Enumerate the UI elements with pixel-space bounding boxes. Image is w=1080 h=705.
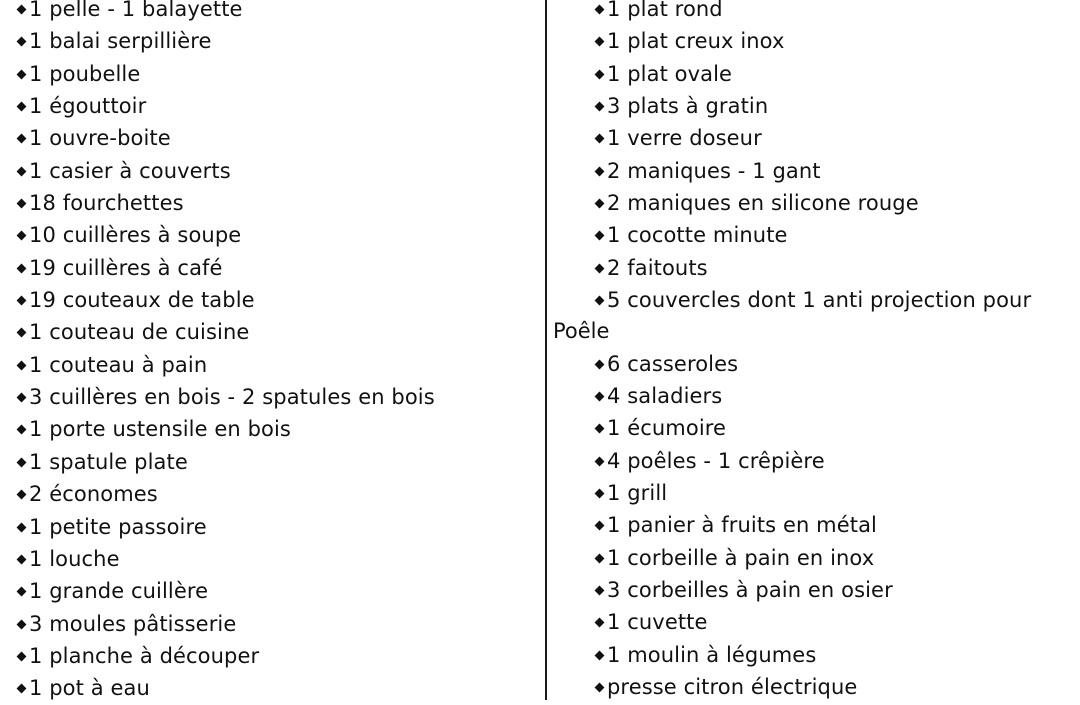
list-item bbox=[596, 0, 1066, 25]
item-label: 1 porte ustensile en bois bbox=[29, 417, 291, 442]
list-item bbox=[18, 284, 538, 316]
diamond-bullet-icon bbox=[17, 587, 27, 597]
list-item bbox=[18, 511, 538, 543]
list-item bbox=[596, 252, 1066, 284]
item-label: 2 faitouts bbox=[607, 255, 708, 280]
item-label: 3 cuillères en bois - 2 spatules en bois bbox=[29, 385, 435, 410]
item-label: 1 pelle - 1 balayette bbox=[29, 0, 243, 21]
diamond-bullet-icon bbox=[17, 296, 27, 306]
list-item bbox=[18, 58, 538, 90]
item-label: 1 cuvette bbox=[607, 610, 708, 635]
item-label: 1 couteau de cuisine bbox=[29, 320, 250, 345]
diamond-bullet-icon bbox=[17, 393, 27, 403]
diamond-bullet-icon bbox=[595, 231, 605, 241]
diamond-bullet-icon bbox=[17, 425, 27, 435]
list-item bbox=[596, 445, 1066, 477]
item-label: 1 petite passoire bbox=[29, 514, 207, 539]
item-label: 10 cuillères à soupe bbox=[29, 223, 242, 248]
item-label: 1 plat ovale bbox=[607, 61, 733, 86]
diamond-bullet-icon bbox=[595, 102, 605, 112]
diamond-bullet-icon bbox=[595, 296, 605, 306]
list-item bbox=[596, 412, 1066, 444]
item-label: 1 spatule plate bbox=[29, 449, 188, 474]
diamond-bullet-icon bbox=[595, 683, 605, 693]
list-item bbox=[18, 446, 538, 478]
diamond-bullet-icon bbox=[17, 457, 27, 467]
item-label: 1 plat rond bbox=[607, 0, 723, 21]
diamond-bullet-icon bbox=[17, 37, 27, 47]
diamond-bullet-icon bbox=[595, 5, 605, 15]
list-item bbox=[596, 25, 1066, 57]
diamond-bullet-icon bbox=[595, 650, 605, 660]
list-item bbox=[596, 155, 1066, 187]
diamond-bullet-icon bbox=[17, 102, 27, 112]
diamond-bullet-icon bbox=[595, 586, 605, 596]
list-item bbox=[596, 574, 1066, 606]
diamond-bullet-icon bbox=[17, 651, 27, 661]
diamond-bullet-icon bbox=[17, 199, 27, 209]
diamond-bullet-icon bbox=[595, 521, 605, 531]
diamond-bullet-icon bbox=[595, 263, 605, 273]
list-item bbox=[596, 671, 1066, 703]
list-item bbox=[596, 58, 1066, 90]
list-item bbox=[596, 509, 1066, 541]
diamond-bullet-icon bbox=[17, 328, 27, 338]
diamond-bullet-icon bbox=[17, 134, 27, 144]
diamond-bullet-icon bbox=[17, 69, 27, 79]
item-label: 1 grande cuillère bbox=[29, 579, 209, 604]
list-item bbox=[18, 478, 538, 510]
diamond-bullet-icon bbox=[595, 166, 605, 176]
item-label: 1 couteau à pain bbox=[29, 352, 208, 377]
diamond-bullet-icon bbox=[595, 456, 605, 466]
diamond-bullet-icon bbox=[595, 37, 605, 47]
list-item bbox=[18, 252, 538, 284]
item-label: 1 ouvre-boite bbox=[29, 126, 171, 151]
list-item bbox=[596, 477, 1066, 509]
item-label: 1 casier à couverts bbox=[29, 158, 231, 183]
item-label: 1 cocotte minute bbox=[607, 223, 788, 248]
item-label: 3 corbeilles à pain en osier bbox=[607, 578, 893, 603]
item-label: 1 poubelle bbox=[29, 61, 141, 86]
left-inventory-list bbox=[18, 0, 538, 705]
diamond-bullet-icon bbox=[17, 166, 27, 176]
diamond-bullet-icon bbox=[17, 554, 27, 564]
right-inventory-list-bottom bbox=[596, 348, 1066, 704]
diamond-bullet-icon bbox=[595, 489, 605, 499]
list-item bbox=[596, 639, 1066, 671]
list-item bbox=[18, 608, 538, 640]
list-item bbox=[596, 542, 1066, 574]
list-item bbox=[18, 575, 538, 607]
diamond-bullet-icon bbox=[17, 490, 27, 500]
list-item bbox=[596, 380, 1066, 412]
list-item bbox=[18, 187, 538, 219]
item-label: 1 écumoire bbox=[607, 416, 727, 441]
item-label: 1 verre doseur bbox=[607, 126, 762, 151]
right-inventory-list-top bbox=[596, 0, 1066, 316]
item-label: 1 planche à découper bbox=[29, 643, 260, 668]
list-item bbox=[18, 381, 538, 413]
diamond-bullet-icon bbox=[17, 5, 27, 15]
item-label: 1 grill bbox=[607, 481, 668, 506]
diamond-bullet-icon bbox=[17, 360, 27, 370]
item-label: 5 couvercles dont 1 anti projection pour bbox=[607, 288, 1032, 313]
item-label: 19 cuillères à café bbox=[29, 255, 223, 280]
list-item bbox=[18, 90, 538, 122]
list-item bbox=[596, 606, 1066, 638]
item-label: 1 plat creux inox bbox=[607, 29, 785, 54]
item-label: 2 économes bbox=[29, 482, 158, 507]
diamond-bullet-icon bbox=[595, 199, 605, 209]
item-label: 1 balai serpillière bbox=[29, 29, 212, 54]
list-item bbox=[18, 0, 538, 25]
diamond-bullet-icon bbox=[17, 619, 27, 629]
list-item bbox=[18, 349, 538, 381]
item-label: 1 corbeille à pain en inox bbox=[607, 545, 875, 570]
item-label: 2 maniques - 1 gant bbox=[607, 158, 821, 183]
item-label: 1 panier à fruits en métal bbox=[607, 513, 877, 538]
diamond-bullet-icon bbox=[595, 424, 605, 434]
diamond-bullet-icon bbox=[595, 392, 605, 402]
diamond-bullet-icon bbox=[595, 618, 605, 628]
list-item bbox=[18, 413, 538, 445]
item-label: 3 moules pâtisserie bbox=[29, 611, 237, 636]
list-item bbox=[18, 122, 538, 154]
diamond-bullet-icon bbox=[595, 553, 605, 563]
item-label: 4 poêles - 1 crêpière bbox=[607, 448, 825, 473]
item-label: 6 casseroles bbox=[607, 351, 739, 376]
diamond-bullet-icon bbox=[595, 69, 605, 79]
diamond-bullet-icon bbox=[17, 522, 27, 532]
diamond-bullet-icon bbox=[17, 231, 27, 241]
column-divider bbox=[545, 0, 547, 700]
diamond-bullet-icon bbox=[17, 684, 27, 694]
diamond-bullet-icon bbox=[17, 263, 27, 273]
list-item bbox=[18, 25, 538, 57]
list-item bbox=[18, 219, 538, 251]
list-item bbox=[596, 284, 1066, 316]
diamond-bullet-icon bbox=[595, 134, 605, 144]
list-item bbox=[18, 543, 538, 575]
list-item bbox=[596, 122, 1066, 154]
list-item bbox=[596, 90, 1066, 122]
item-label: 1 moulin à légumes bbox=[607, 642, 817, 667]
continuation-line: Poêle bbox=[553, 319, 610, 343]
list-item bbox=[596, 187, 1066, 219]
list-item bbox=[18, 155, 538, 187]
list-item bbox=[18, 640, 538, 672]
list-item bbox=[18, 316, 538, 348]
item-label: 1 pot à eau bbox=[29, 676, 150, 701]
item-label: 4 saladiers bbox=[607, 384, 723, 409]
list-item bbox=[596, 348, 1066, 380]
diamond-bullet-icon bbox=[595, 359, 605, 369]
item-label: 19 couteaux de table bbox=[29, 288, 255, 313]
list-item bbox=[596, 219, 1066, 251]
item-label: 2 maniques en silicone rouge bbox=[607, 191, 919, 216]
item-label: 1 louche bbox=[29, 546, 120, 571]
item-label: presse citron électrique bbox=[607, 675, 858, 700]
item-label: 3 plats à gratin bbox=[607, 94, 769, 119]
item-label: 18 fourchettes bbox=[29, 191, 184, 216]
item-label: 1 égouttoir bbox=[29, 94, 147, 119]
